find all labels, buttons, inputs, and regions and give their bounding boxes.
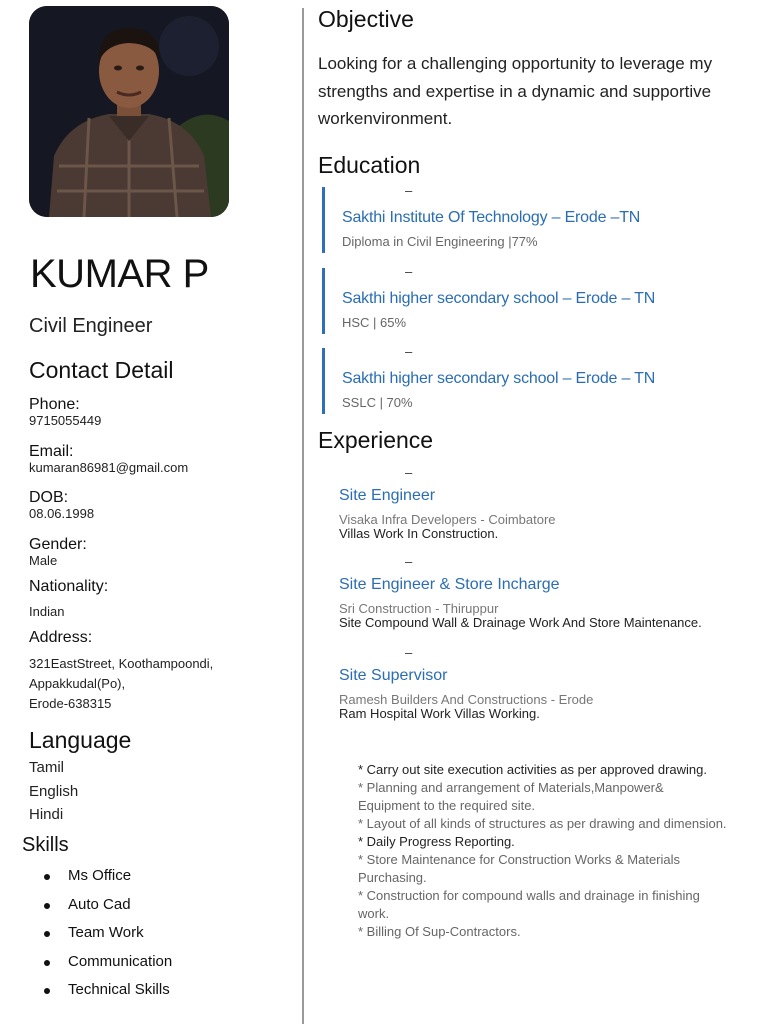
duties-list xyxy=(358,761,728,941)
nationality-label: Nationality: xyxy=(29,578,109,595)
language-item: English xyxy=(29,782,79,800)
language-list xyxy=(29,759,78,830)
objective-text: Looking for a challenging opportunity to leverage my strengths and expertise in a dynamic and supportive workenvironment. xyxy=(318,54,713,128)
duty-item: * Layout of all kinds of structures as per drawing and dimension. xyxy=(358,816,727,831)
duty-item: * Billing Of Sup-Contractors. xyxy=(358,924,521,939)
dob-value: 08.06.1998 xyxy=(29,506,95,521)
address-label: Address: xyxy=(29,629,93,646)
duty-item: * Store Maintenance for Construction Works & Materials Purchasing. xyxy=(358,852,681,885)
entry-dash: – xyxy=(405,344,413,359)
nationality-value: Indian xyxy=(29,604,65,619)
profile-photo xyxy=(29,6,229,217)
email-value: kumaran86981@gmail.com xyxy=(29,460,189,475)
experience-item xyxy=(339,465,759,541)
experience-role: Site Engineer xyxy=(339,487,436,504)
education-detail: Diploma in Civil Engineering |77% xyxy=(342,234,538,249)
education-item xyxy=(322,183,745,253)
education-item xyxy=(322,264,745,334)
left-column xyxy=(0,0,300,1024)
skills-list xyxy=(44,867,172,1010)
gender-value: Male xyxy=(29,553,58,568)
skill-item: Auto Cad xyxy=(44,896,172,925)
duty-item: * Daily Progress Reporting. xyxy=(358,834,515,849)
experience-description: Villas Work In Construction. xyxy=(339,526,499,541)
objective-section-title: Objective xyxy=(318,6,414,32)
experience-company: Visaka Infra Developers - Coimbatore xyxy=(339,512,556,527)
right-column xyxy=(318,0,758,1024)
duty-item: * Construction for compound walls and drainage in finishing work. xyxy=(358,888,700,921)
gender-label: Gender: xyxy=(29,536,87,553)
address-line: 321EastStreet, Koothampoondi, xyxy=(29,656,214,671)
entry-dash: – xyxy=(405,264,413,279)
experience-company: Sri Construction - Thiruppur xyxy=(339,601,499,616)
duty-item: * Carry out site execution activities as per approved drawing. xyxy=(358,762,708,777)
entry-dash: – xyxy=(405,465,413,480)
address-value xyxy=(29,654,289,714)
experience-description: Ram Hospital Work Villas Working. xyxy=(339,706,540,721)
candidate-role: Civil Engineer xyxy=(29,315,153,337)
address-line: Appakkudal(Po), xyxy=(29,676,126,691)
experience-role: Site Engineer & Store Incharge xyxy=(339,576,560,593)
entry-dash: – xyxy=(405,645,413,660)
duty-item: * Planning and arrangement of Materials,Manpower& Equipment to the required site. xyxy=(358,780,664,813)
entry-dash: – xyxy=(405,554,413,569)
skill-item: Ms Office xyxy=(44,867,172,896)
language-section-title: Language xyxy=(29,727,132,753)
experience-description: Site Compound Wall & Drainage Work And Store Maintenance. xyxy=(339,615,702,630)
skill-item: Team Work xyxy=(44,924,172,953)
education-school: Sakthi higher secondary school – Erode – TN xyxy=(342,290,656,307)
experience-company: Ramesh Builders And Constructions - Erode xyxy=(339,692,594,707)
education-school: Sakthi Institute Of Technology – Erode –TN xyxy=(342,209,641,226)
address-line: Erode-638315 xyxy=(29,696,112,711)
dob-label: DOB: xyxy=(29,489,69,506)
education-school: Sakthi higher secondary school – Erode – TN xyxy=(342,370,656,387)
skills-section-title: Skills xyxy=(22,834,69,856)
experience-role: Site Supervisor xyxy=(339,667,448,684)
skill-item: Communication xyxy=(44,953,172,982)
education-detail: SSLC | 70% xyxy=(342,395,413,410)
email-label: Email: xyxy=(29,443,74,460)
candidate-name: KUMAR P xyxy=(30,252,209,296)
education-detail: HSC | 65% xyxy=(342,315,407,330)
experience-item xyxy=(339,645,759,721)
entry-dash: – xyxy=(405,183,413,198)
education-item xyxy=(322,344,745,414)
language-item: Tamil xyxy=(29,759,65,776)
skill-item: Technical Skills xyxy=(44,981,172,1010)
education-section-title: Education xyxy=(318,152,421,178)
language-item: Hindi xyxy=(29,806,64,823)
experience-item xyxy=(339,554,759,630)
phone-value: 9715055449 xyxy=(29,413,102,428)
experience-section-title: Experience xyxy=(318,427,434,453)
phone-label: Phone: xyxy=(29,396,80,413)
column-divider xyxy=(302,8,304,1024)
contact-section-title: Contact Detail xyxy=(29,357,174,383)
